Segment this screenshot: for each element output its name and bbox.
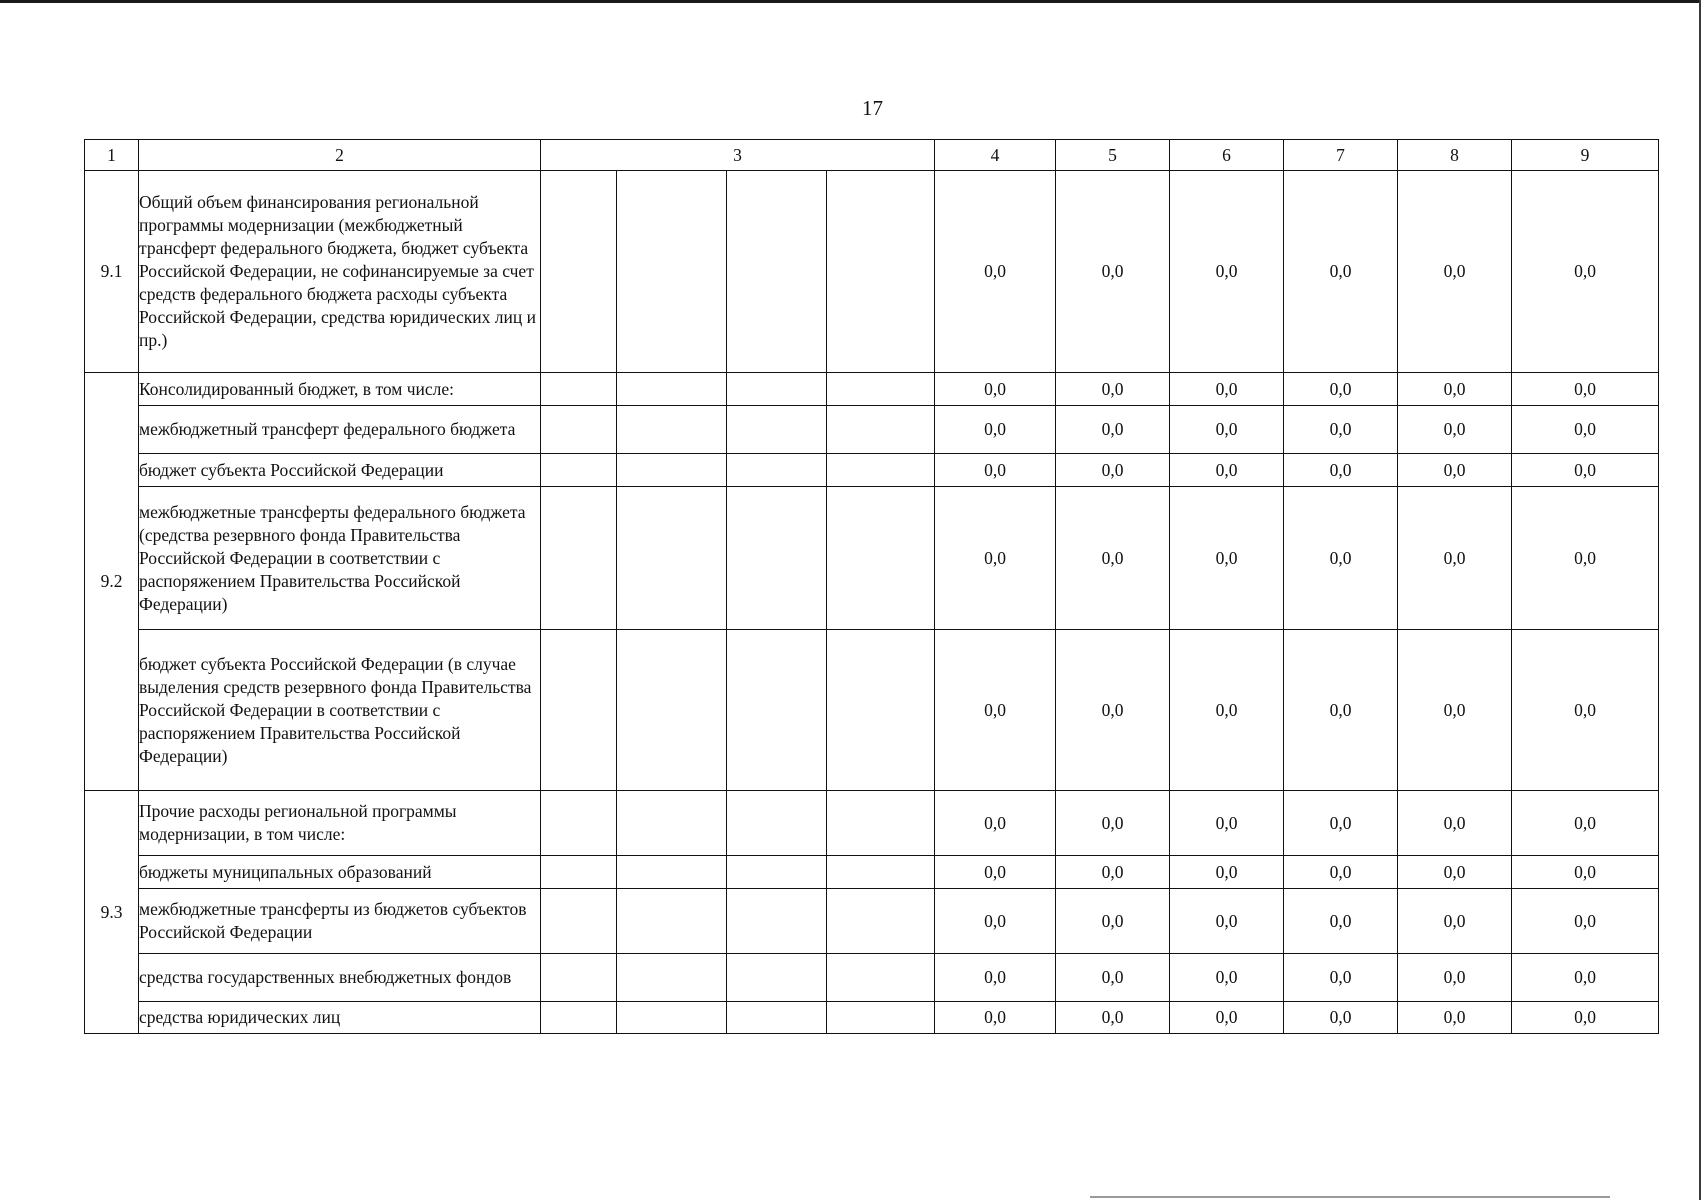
empty-subcell-col-3 [617, 487, 727, 630]
value-cell-col-7: 0,0 [1284, 630, 1398, 791]
empty-subcell-col-3 [541, 954, 617, 1002]
empty-subcell-col-3 [827, 630, 935, 791]
value-cell-col-6: 0,0 [1170, 954, 1284, 1002]
table-row [85, 954, 1659, 1002]
value-cell-col-4: 0,0 [935, 791, 1056, 856]
value-cell-col-5: 0,0 [1056, 373, 1170, 406]
header-col-9: 9 [1512, 140, 1659, 171]
empty-subcell-col-3 [827, 1002, 935, 1034]
value-cell-col-7: 0,0 [1284, 406, 1398, 454]
value-cell-col-5: 0,0 [1056, 791, 1170, 856]
value-cell-col-8: 0,0 [1398, 373, 1512, 406]
value-cell-col-4: 0,0 [935, 171, 1056, 373]
value-cell-col-9: 0,0 [1512, 630, 1659, 791]
value-cell-col-6: 0,0 [1170, 889, 1284, 954]
empty-subcell-col-3 [541, 487, 617, 630]
value-cell-col-6: 0,0 [1170, 1002, 1284, 1034]
header-col-2: 2 [139, 140, 541, 171]
empty-subcell-col-3 [827, 171, 935, 373]
value-cell-col-6: 0,0 [1170, 373, 1284, 406]
empty-subcell-col-3 [827, 454, 935, 487]
financing-table [84, 139, 1659, 1034]
value-cell-col-6: 0,0 [1170, 406, 1284, 454]
value-cell-col-9: 0,0 [1512, 406, 1659, 454]
value-cell-col-7: 0,0 [1284, 954, 1398, 1002]
value-cell-col-7: 0,0 [1284, 1002, 1398, 1034]
empty-subcell-col-3 [617, 406, 727, 454]
value-cell-col-8: 0,0 [1398, 856, 1512, 889]
value-cell-col-5: 0,0 [1056, 487, 1170, 630]
value-cell-col-6: 0,0 [1170, 630, 1284, 791]
value-cell-col-4: 0,0 [935, 454, 1056, 487]
row-description: бюджет субъекта Российской Федерации (в случае выделения средств резервного фонда Правительства Российской Федерации в соответствии с распоряжением Правительства Российской Федерации) [139, 630, 541, 791]
value-cell-col-8: 0,0 [1398, 487, 1512, 630]
table-row [85, 487, 1659, 630]
table-row [85, 373, 1659, 406]
value-cell-col-5: 0,0 [1056, 171, 1170, 373]
value-cell-col-4: 0,0 [935, 889, 1056, 954]
row-number: 9.3 [85, 791, 139, 1034]
empty-subcell-col-3 [617, 954, 727, 1002]
empty-subcell-col-3 [827, 856, 935, 889]
empty-subcell-col-3 [541, 171, 617, 373]
value-cell-col-5: 0,0 [1056, 889, 1170, 954]
header-col-4: 4 [935, 140, 1056, 171]
value-cell-col-5: 0,0 [1056, 954, 1170, 1002]
empty-subcell-col-3 [827, 791, 935, 856]
value-cell-col-7: 0,0 [1284, 856, 1398, 889]
row-description: Консолидированный бюджет, в том числе: [139, 373, 541, 406]
empty-subcell-col-3 [727, 630, 827, 791]
value-cell-col-8: 0,0 [1398, 889, 1512, 954]
row-description: бюджеты муниципальных образований [139, 856, 541, 889]
empty-subcell-col-3 [541, 454, 617, 487]
table-row [85, 1002, 1659, 1034]
value-cell-col-6: 0,0 [1170, 856, 1284, 889]
empty-subcell-col-3 [827, 373, 935, 406]
header-row [85, 140, 1659, 171]
header-col-1: 1 [85, 140, 139, 171]
value-cell-col-6: 0,0 [1170, 791, 1284, 856]
empty-subcell-col-3 [727, 373, 827, 406]
empty-subcell-col-3 [541, 856, 617, 889]
value-cell-col-7: 0,0 [1284, 454, 1398, 487]
value-cell-col-5: 0,0 [1056, 630, 1170, 791]
table-row [85, 630, 1659, 791]
value-cell-col-4: 0,0 [935, 630, 1056, 791]
value-cell-col-9: 0,0 [1512, 171, 1659, 373]
row-description: Прочие расходы региональной программы модернизации, в том числе: [139, 791, 541, 856]
value-cell-col-9: 0,0 [1512, 856, 1659, 889]
value-cell-col-9: 0,0 [1512, 373, 1659, 406]
empty-subcell-col-3 [727, 171, 827, 373]
value-cell-col-8: 0,0 [1398, 954, 1512, 1002]
value-cell-col-6: 0,0 [1170, 487, 1284, 630]
scan-top-edge [0, 0, 1701, 3]
table-row [85, 791, 1659, 856]
value-cell-col-5: 0,0 [1056, 406, 1170, 454]
value-cell-col-8: 0,0 [1398, 171, 1512, 373]
value-cell-col-8: 0,0 [1398, 630, 1512, 791]
empty-subcell-col-3 [617, 630, 727, 791]
row-description: Общий объем финансирования региональной программы модернизации (межбюджетный трансферт федерального бюджета, бюджет субъекта Российской Федерации, не софинансируемые за счет средств федерального бюджета расходы субъекта Российской Федерации, средства юридических лиц и пр.) [139, 171, 541, 373]
header-col-3: 3 [541, 140, 935, 171]
value-cell-col-5: 0,0 [1056, 454, 1170, 487]
empty-subcell-col-3 [727, 856, 827, 889]
empty-subcell-col-3 [727, 454, 827, 487]
empty-subcell-col-3 [617, 889, 727, 954]
value-cell-col-8: 0,0 [1398, 791, 1512, 856]
value-cell-col-7: 0,0 [1284, 791, 1398, 856]
value-cell-col-4: 0,0 [935, 1002, 1056, 1034]
empty-subcell-col-3 [541, 406, 617, 454]
value-cell-col-9: 0,0 [1512, 454, 1659, 487]
empty-subcell-col-3 [727, 954, 827, 1002]
value-cell-col-9: 0,0 [1512, 487, 1659, 630]
empty-subcell-col-3 [827, 406, 935, 454]
value-cell-col-8: 0,0 [1398, 406, 1512, 454]
empty-subcell-col-3 [617, 454, 727, 487]
value-cell-col-4: 0,0 [935, 954, 1056, 1002]
row-description: бюджет субъекта Российской Федерации [139, 454, 541, 487]
empty-subcell-col-3 [617, 1002, 727, 1034]
row-description: средства юридических лиц [139, 1002, 541, 1034]
value-cell-col-7: 0,0 [1284, 889, 1398, 954]
row-number: 9.2 [85, 373, 139, 791]
empty-subcell-col-3 [541, 373, 617, 406]
empty-subcell-col-3 [827, 954, 935, 1002]
value-cell-col-9: 0,0 [1512, 791, 1659, 856]
row-description: межбюджетный трансферт федерального бюджета [139, 406, 541, 454]
header-col-5: 5 [1056, 140, 1170, 171]
empty-subcell-col-3 [617, 856, 727, 889]
scan-bottom-mark [1090, 1196, 1610, 1198]
value-cell-col-8: 0,0 [1398, 454, 1512, 487]
empty-subcell-col-3 [541, 791, 617, 856]
table-row [85, 171, 1659, 373]
row-description: межбюджетные трансферты из бюджетов субъектов Российской Федерации [139, 889, 541, 954]
value-cell-col-7: 0,0 [1284, 487, 1398, 630]
empty-subcell-col-3 [727, 406, 827, 454]
value-cell-col-5: 0,0 [1056, 1002, 1170, 1034]
row-description: средства государственных внебюджетных фондов [139, 954, 541, 1002]
empty-subcell-col-3 [617, 373, 727, 406]
empty-subcell-col-3 [827, 487, 935, 630]
value-cell-col-9: 0,0 [1512, 1002, 1659, 1034]
empty-subcell-col-3 [727, 1002, 827, 1034]
value-cell-col-9: 0,0 [1512, 889, 1659, 954]
row-description: межбюджетные трансферты федерального бюджета (средства резервного фонда Правительства Российской Федерации в соответствии с распоряжением Правительства Российской Федерации) [139, 487, 541, 630]
header-col-7: 7 [1284, 140, 1398, 171]
row-number: 9.1 [85, 171, 139, 373]
value-cell-col-7: 0,0 [1284, 171, 1398, 373]
table-row [85, 406, 1659, 454]
empty-subcell-col-3 [727, 487, 827, 630]
empty-subcell-col-3 [617, 171, 727, 373]
empty-subcell-col-3 [727, 889, 827, 954]
header-col-8: 8 [1398, 140, 1512, 171]
header-col-6: 6 [1170, 140, 1284, 171]
empty-subcell-col-3 [617, 791, 727, 856]
value-cell-col-9: 0,0 [1512, 954, 1659, 1002]
value-cell-col-6: 0,0 [1170, 454, 1284, 487]
empty-subcell-col-3 [827, 889, 935, 954]
value-cell-col-5: 0,0 [1056, 856, 1170, 889]
empty-subcell-col-3 [541, 1002, 617, 1034]
page-number: 17 [862, 96, 883, 120]
table-row [85, 454, 1659, 487]
value-cell-col-4: 0,0 [935, 373, 1056, 406]
empty-subcell-col-3 [541, 889, 617, 954]
value-cell-col-4: 0,0 [935, 856, 1056, 889]
value-cell-col-4: 0,0 [935, 487, 1056, 630]
table-body [85, 171, 1659, 1034]
table-row [85, 856, 1659, 889]
value-cell-col-7: 0,0 [1284, 373, 1398, 406]
empty-subcell-col-3 [541, 630, 617, 791]
value-cell-col-4: 0,0 [935, 406, 1056, 454]
empty-subcell-col-3 [727, 791, 827, 856]
table-row [85, 889, 1659, 954]
value-cell-col-6: 0,0 [1170, 171, 1284, 373]
value-cell-col-8: 0,0 [1398, 1002, 1512, 1034]
